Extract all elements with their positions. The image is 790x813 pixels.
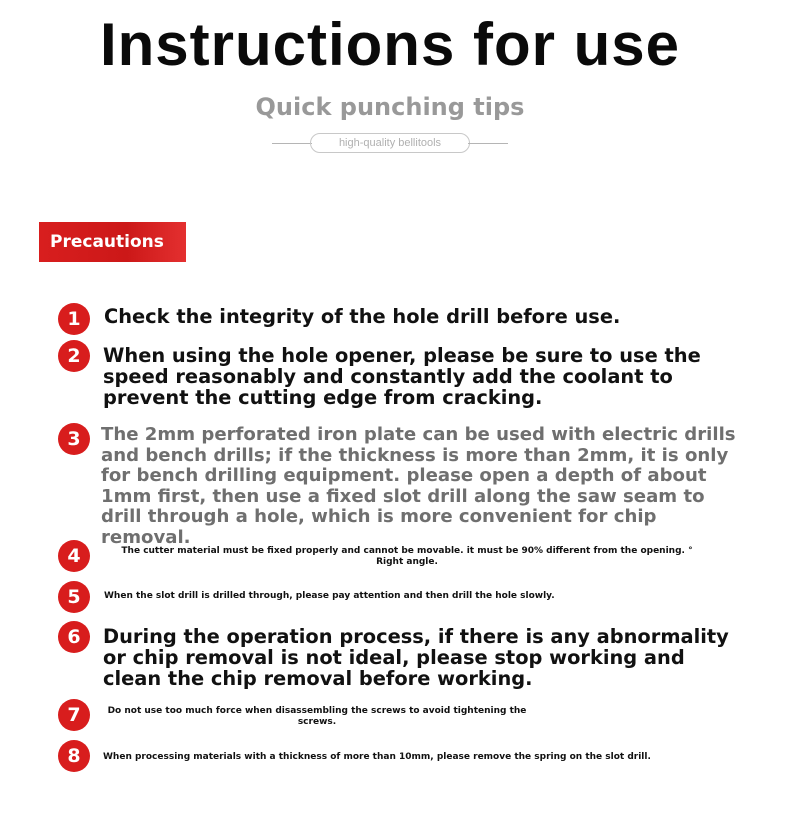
number-badge: 2 [58,340,90,372]
tagline-divider [272,133,508,153]
number-badge: 5 [58,581,90,613]
number-badge: 4 [58,540,90,572]
section-badge-precautions: Precautions [39,222,186,262]
brand-tagline: high-quality bellitools [310,133,470,153]
number-badge: 7 [58,699,90,731]
precaution-text: Do not use too much force when disassembling the screws to avoid tightening the screws. [107,706,527,727]
number-badge: 6 [58,621,90,653]
precaution-text: During the operation process, if there is any abnormality or chip removal is not ideal, please stop working and clean the chip removal before working. [103,625,729,690]
precaution-text: The 2mm perforated iron plate can be used with electric drills and bench drills; if the thickness is more than 2mm, it is only for bench drilling equipment. please open a depth of about 1mm first, then use a fixed slot drill along the saw seam to drill through a hole, which is more convenient for chip removal. [101,424,736,548]
precaution-text: Check the integrity of the hole drill before use. [104,305,621,328]
precaution-text: When the slot drill is drilled through, please pay attention and then drill the hole slowly. [104,591,555,601]
divider-line-left [272,143,312,144]
page-subtitle: Quick punching tips [255,93,525,121]
number-badge: 3 [58,423,90,455]
precaution-text: When using the hole opener, please be sure to use the speed reasonably and constantly add the coolant to prevent the cutting edge from cracking. [103,344,701,409]
divider-line-right [468,143,508,144]
number-badge: 8 [58,740,90,772]
page-title: Instructions for use [99,11,681,78]
precaution-text: When processing materials with a thickness of more than 10mm, please remove the spring on the slot drill. [103,752,651,762]
number-badge: 1 [58,303,90,335]
precaution-text: The cutter material must be fixed properly and cannot be movable. it must be 90% different from the opening. ° Right angle. [121,546,693,567]
